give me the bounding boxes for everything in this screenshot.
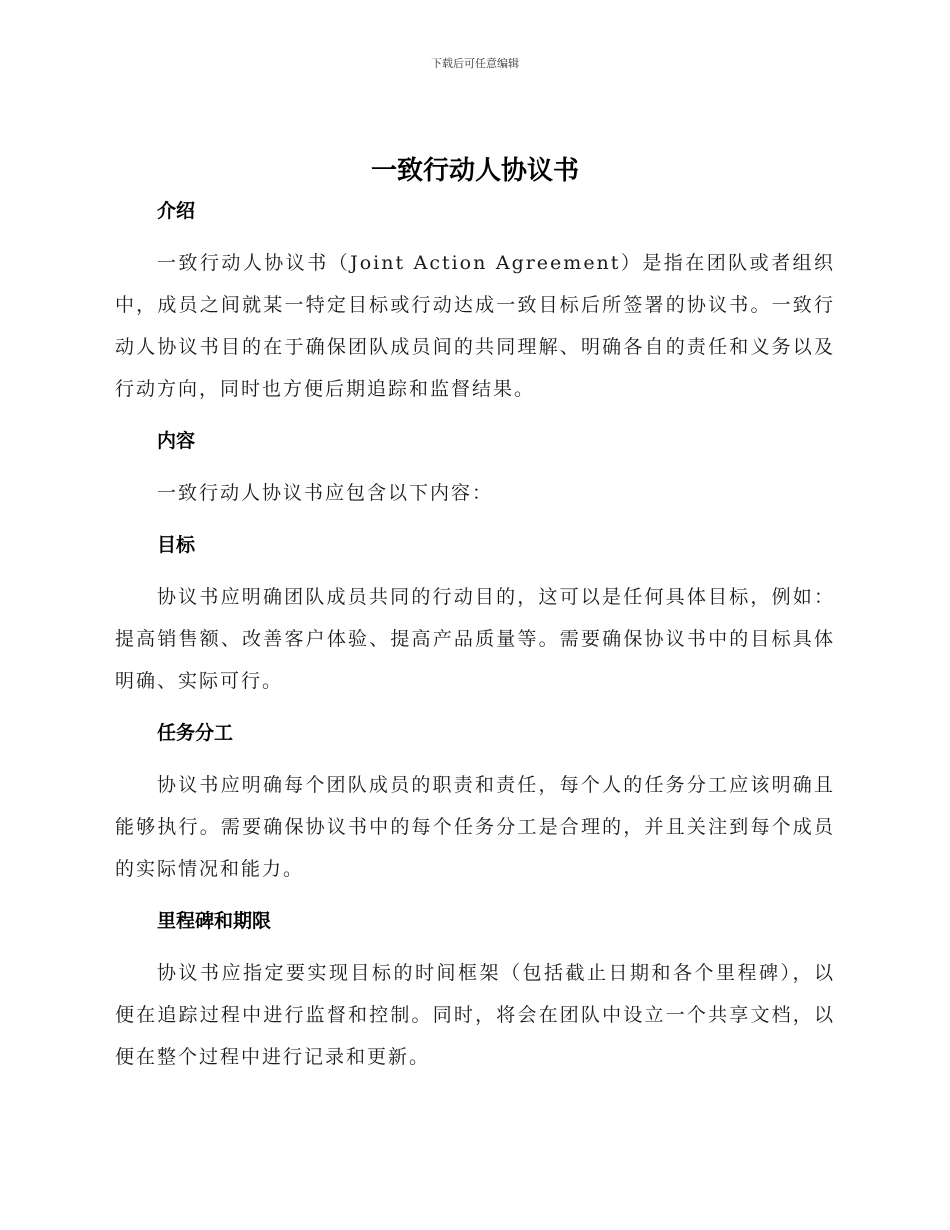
- section-paragraph: 一致行动人协议书应包含以下内容：: [157, 482, 494, 504]
- section-heading: 内容: [157, 430, 196, 452]
- document-body: [115, 196, 835, 1078]
- section-heading: 里程碑和期限: [157, 910, 272, 932]
- document-title: 一致行动人协议书: [370, 156, 579, 186]
- section-paragraph: 协议书应明确团队成员共同的行动目的，这可以是任何具体目标，例如：提高销售额、改善客户体验、提高产品质量等。需要确保协议书中的目标具体明确、实际可行。: [115, 586, 835, 692]
- section-task-division: [115, 718, 835, 906]
- section-introduction: [115, 196, 835, 426]
- section-paragraph: 一致行动人协议书（Joint Action Agreement）是指在团队或者组织中，成员之间就某一特定目标或行动达成一致目标后所签署的协议书。一致行动人协议书目的在于确保团队成员间的共同理解、明确各自的责任和义务以及行动方向，同时也方便后期追踪和监督结果。: [115, 252, 835, 400]
- page-header-note: 下载后可任意编辑: [431, 57, 519, 70]
- section-paragraph: 协议书应明确每个团队成员的职责和责任，每个人的任务分工应该明确且能够执行。需要确保协议书中的每个任务分工是合理的，并且关注到每个成员的实际情况和能力。: [115, 774, 835, 880]
- section-paragraph: 协议书应指定要实现目标的时间框架（包括截止日期和各个里程碑），以便在追踪过程中进行监督和控制。同时，将会在团队中设立一个共享文档，以便在整个过程中进行记录和更新。: [115, 962, 835, 1068]
- section-content: [115, 426, 835, 530]
- section-milestones: [115, 906, 835, 1078]
- section-heading: 目标: [157, 534, 196, 556]
- section-heading: 任务分工: [157, 722, 234, 744]
- section-goal: [115, 530, 835, 718]
- section-heading: 介绍: [157, 200, 196, 222]
